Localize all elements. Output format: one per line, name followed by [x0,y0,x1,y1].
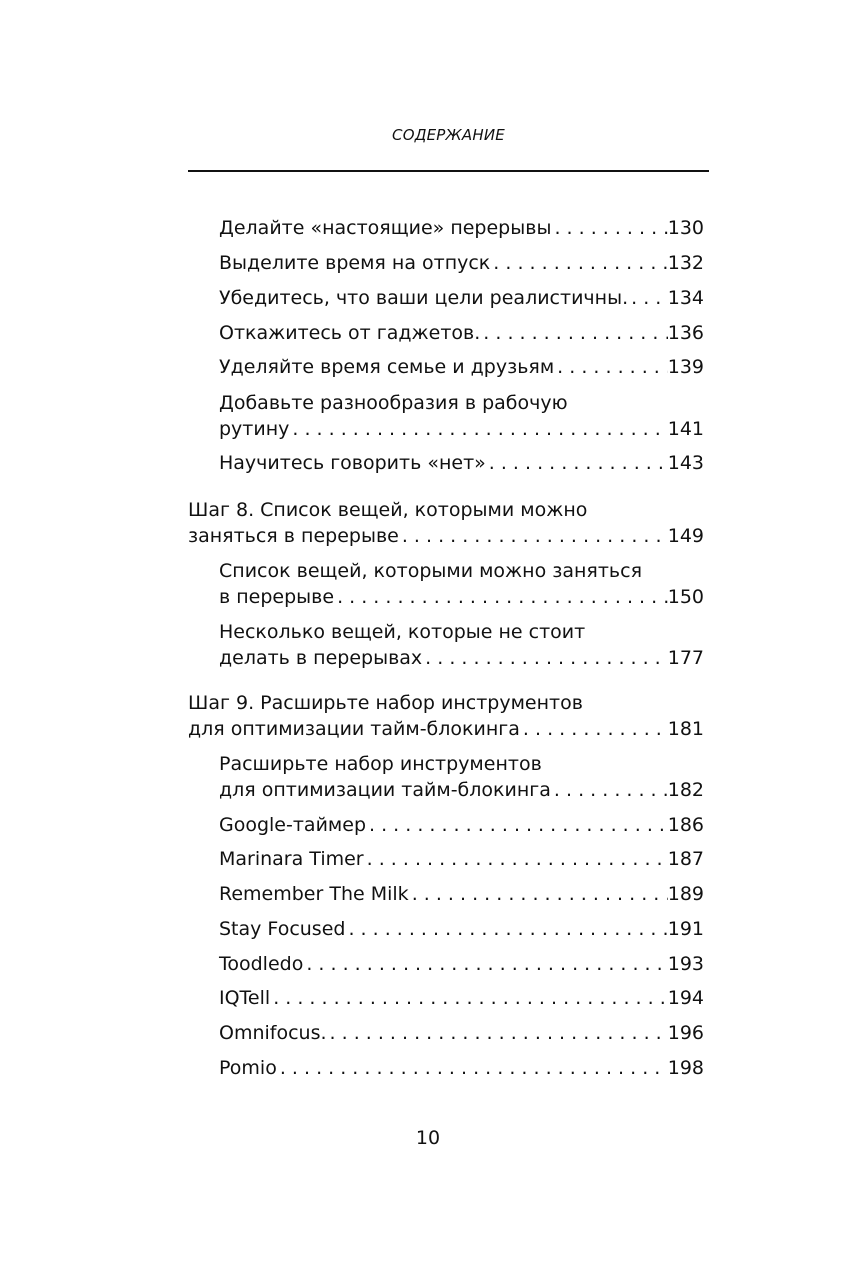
dot-leader [480,320,667,346]
toc-entry-page: 194 [667,987,704,1009]
toc-entry[interactable] [219,1055,704,1081]
toc-entry-title: Toodledo [219,953,304,975]
toc-entry-title: Откажитесь от гаджетов. [219,322,481,344]
toc-entry-page: 182 [667,779,704,801]
header-rule [188,170,709,172]
toc-entry-page: 187 [667,848,704,870]
toc-entry-title-line1: Добавьте разнообразия в рабочую [219,392,568,414]
toc-entry-title: для оптимизации тайм-блокинга [188,718,520,740]
toc-entry-title: Убедитесь, что ваши цели реалистичны. [219,287,629,309]
toc-entry-title: заняться в перерыве [188,525,399,547]
toc-entry-page: 196 [667,1022,704,1044]
toc-entry-title: Stay Focused [219,918,346,940]
dot-leader [551,777,668,803]
toc-entry-title: Делайте «настоящие» перерывы [219,217,552,239]
toc-entry-title-line1: Список вещей, которыми можно заняться [219,560,643,582]
dot-leader [628,285,668,311]
toc-entry-title: Pomio [219,1057,277,1079]
page-number: 10 [415,1127,441,1149]
toc-entry-page: 143 [667,452,704,474]
toc-entry-title: для оптимизации тайм-блокинга [219,779,551,801]
toc-entry-title-line1: Шаг 9. Расширьте набор инструментов [188,692,583,714]
toc-entry-title: Marinara Timer [219,848,364,870]
toc-entry-title: в перерыве [219,586,335,608]
toc-entry[interactable] [219,1020,704,1046]
toc-entry-title: Уделяйте время семье и друзьям [219,356,555,378]
dot-leader [422,645,668,671]
toc-chapter-entry[interactable] [188,690,704,742]
toc-entry-page: 191 [667,918,704,940]
toc-entry[interactable] [219,985,704,1011]
dot-leader [366,812,668,838]
toc-entry[interactable] [219,951,704,977]
toc-entry[interactable] [219,320,704,346]
toc-entry-page: 198 [667,1057,704,1079]
dot-leader [345,916,667,942]
dot-leader [277,1055,668,1081]
dot-leader [490,250,667,276]
toc-entry-page: 136 [667,322,704,344]
toc-entry-page: 177 [667,647,704,669]
toc-entry[interactable] [219,558,704,610]
toc-entry[interactable] [219,354,704,380]
dot-leader [520,716,668,742]
toc-entry-title-line1: Несколько вещей, которые не стоит [219,621,586,643]
dot-leader [270,985,668,1011]
toc-entry-title: Google-таймер [219,814,366,836]
toc-entry[interactable] [219,390,704,442]
dot-leader [334,584,668,610]
toc-entry-page: 150 [667,586,704,608]
toc-entry-title: IQTell [219,987,271,1009]
toc-entry-page: 134 [667,287,704,309]
toc-entry[interactable] [219,881,704,907]
toc-entry[interactable] [219,846,704,872]
toc-entry-page: 189 [667,883,704,905]
toc-entry-page: 149 [667,525,704,547]
toc-entry-page: 181 [667,718,704,740]
dot-leader [486,450,668,476]
toc-entry[interactable] [219,619,704,671]
toc-entry-title: Remember The Milk [219,883,409,905]
toc-entry-page: 132 [667,252,704,274]
running-head: СОДЕРЖАНИЕ [392,126,505,144]
toc-entry[interactable] [219,215,704,241]
toc-entry[interactable] [219,812,704,838]
dot-leader [399,523,668,549]
toc-entry-page: 139 [667,356,704,378]
dot-leader [409,881,668,907]
toc-entry-title-line1: Расширьте набор инструментов [219,753,542,775]
toc-entry[interactable] [219,250,704,276]
toc-entry-page: 186 [667,814,704,836]
toc-entry[interactable] [219,916,704,942]
dot-leader [551,215,667,241]
toc-entry[interactable] [219,285,704,311]
toc-entry-page: 193 [667,953,704,975]
toc-entry-title: рутину [219,418,290,440]
toc-entry-title: делать в перерывах [219,647,423,669]
dot-leader [289,416,667,442]
dot-leader [554,354,668,380]
dot-leader [327,1020,668,1046]
toc-entry-title-line1: Шаг 8. Список вещей, которыми можно [188,499,588,521]
toc-entry-page: 141 [667,418,704,440]
dot-leader [364,846,668,872]
toc-entry-title: Omnifocus. [219,1022,327,1044]
toc-entry-page: 130 [667,217,704,239]
toc-entry[interactable] [219,751,704,803]
toc-entry-title: Научитесь говорить «нет» [219,452,486,474]
toc-entry[interactable] [219,450,704,476]
dot-leader [303,951,667,977]
toc-chapter-entry[interactable] [188,497,704,549]
toc-entry-title: Выделите время на отпуск [219,252,491,274]
